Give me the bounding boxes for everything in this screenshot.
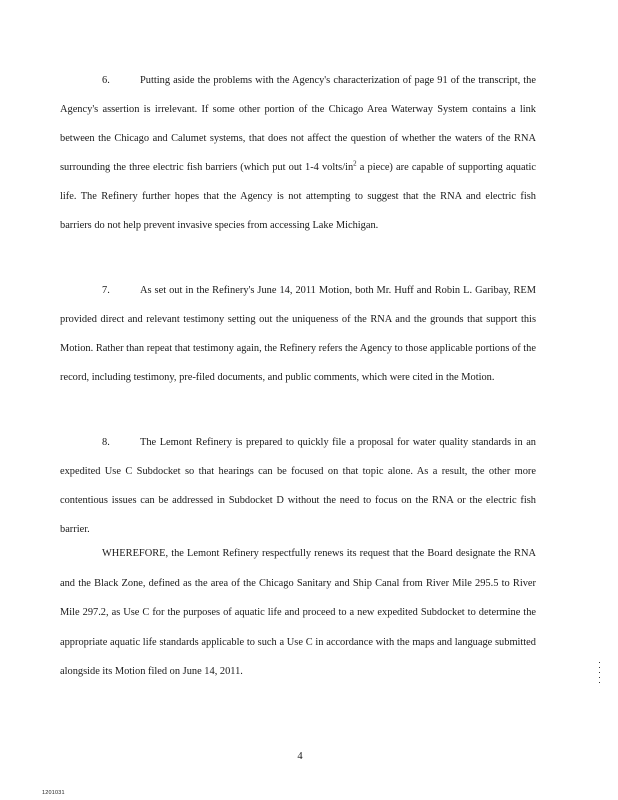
- paragraph-7: [60, 276, 536, 392]
- paragraph-text: As set out in the Refinery's June 14, 2011 Motion, both Mr. Huff and Robin L. Garibay, REM provided direct and relevant testimony setting out the uniqueness of the RNA and the grounds that support this Motion. Rather than repeat that testimony again, the Refinery refers the Agency to those applicable portions of the record, including testimony, pre-filed documents, and public comments, which were cited in the Motion.: [60, 285, 536, 383]
- paragraph-text-continued: a piece) are capable of supporting aquatic life. The Refinery further hopes that the Agency is not attempting to suggest that the RNA and electric fish barriers do not help prevent invasive species from accessing Lake Michigan.: [60, 162, 536, 231]
- document-code: 1201031: [42, 790, 65, 796]
- paragraph-8: [60, 428, 536, 544]
- page-number: 4: [297, 751, 303, 762]
- paragraph-number: 7.: [102, 285, 110, 296]
- paragraph-number: 8.: [102, 437, 110, 448]
- paragraph-number: 6.: [102, 75, 110, 86]
- superscript: 2: [353, 159, 357, 168]
- paragraph-text: Putting aside the problems with the Agency's characterization of page 91 of the transcript, the Agency's assertion is irrelevant. If some other portion of the Chicago Area Waterway System contains a link between the Chicago and Calumet systems, that does not affect the question of whether the waters of the RNA surrounding the three electric fish barriers (which put out 1-4 volts/in: [60, 75, 536, 173]
- paragraph-6: [60, 66, 536, 240]
- paragraph-text: The Lemont Refinery is prepared to quickly file a proposal for water quality standards in an expedited Use C Subdocket so that hearings can be focused on that topic alone. As a result, the other more contentious issues can be addressed in Subdocket D without the need to focus on the RNA or the electric fish barrier.: [60, 437, 536, 535]
- wherefore-clause: WHEREFORE, the Lemont Refinery respectfully renews its request that the Board designate the RNA and the Black Zone, defined as the area of the Chicago Sanitary and Ship Canal from River Mile 295.5 to River Mile 297.2, as Use C for the purposes of aquatic life and proceed to a new expedited Subdocket to determine the appropriate aquatic life standards applicable to such a Use C in accordance with the maps and language submitted alongside its Motion filed on June 14, 2011.: [60, 548, 536, 677]
- margin-dots: [599, 662, 601, 688]
